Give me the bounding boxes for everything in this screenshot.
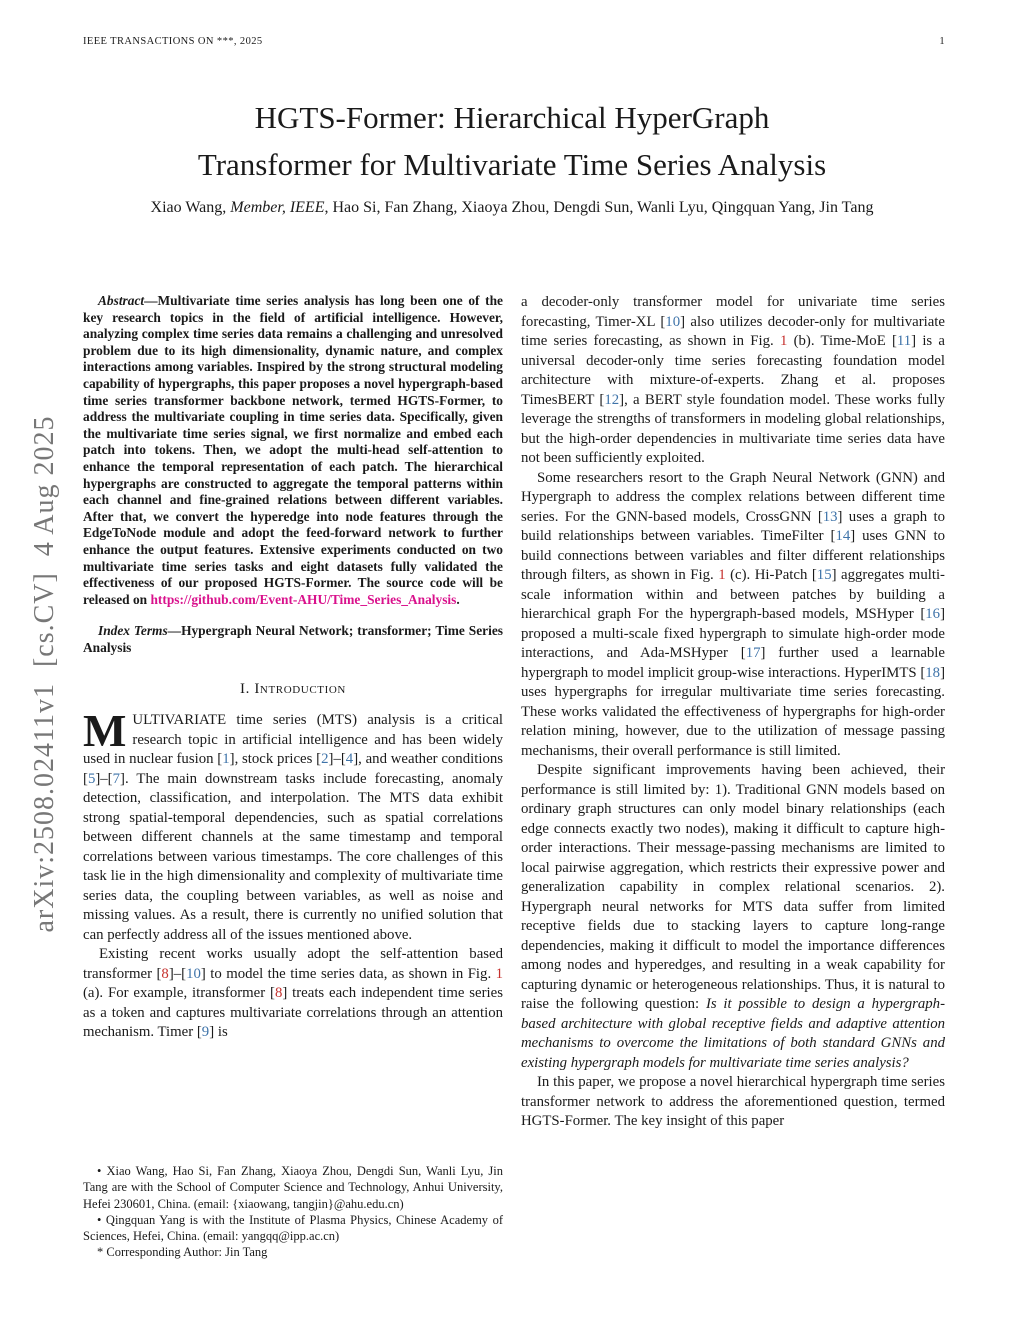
text-segment: Existing recent works usually adopt the self-attention based transformer xyxy=(83,946,503,982)
citation-ref[interactable]: 5 xyxy=(87,770,96,787)
text-segment: (a). For example, itransformer xyxy=(83,985,271,1002)
citation-ref[interactable]: 17 xyxy=(745,645,761,661)
text-segment: ULTIVARIATE time series (MTS) analysis is a critical research topic in artificial intelligence and has been widely used in nuclear fusion xyxy=(83,712,503,768)
paper-title-line-2: Transformer for Multivariate Time Series Analysis xyxy=(197,147,827,182)
citation-ref[interactable]: 13 xyxy=(822,508,838,525)
page-number: 1 xyxy=(939,36,945,47)
text-segment: ] xyxy=(760,645,766,661)
text-segment: Member, IEEE xyxy=(230,199,325,216)
footnote-affiliation-plasma xyxy=(83,1212,503,1245)
text-segment: ] xyxy=(619,391,625,408)
text-segment: [ xyxy=(217,751,223,768)
left-column xyxy=(83,293,503,1043)
citation-ref[interactable]: 16 xyxy=(925,606,941,622)
citation-ref[interactable]: 10 xyxy=(665,313,681,330)
text-segment: a decoder-only transformer model for univariate time series forecasting, Timer-XL xyxy=(521,294,945,330)
citation-ref[interactable]: 15 xyxy=(816,567,832,583)
text-segment: is a universal decoder-only time series forecasting foundation model architecture with mixture-of-experts. Zhang et al. proposes TimesBERT xyxy=(521,333,945,408)
text-segment: Is it possible to design a hypergraph-based architecture with global receptive fields and adaptive attention mechanisms to overcome the limitations of both standard GNNs and existing hypergraph models for multivariate time series analysis? xyxy=(521,996,945,1071)
citation-ref[interactable]: 10 xyxy=(186,965,201,982)
text-segment: • Xiao Wang, Hao Si, Fan Zhang, Xiaoya Zhou, Dengdi Sun, Wanli Lyu, Jin Tang are with the School of Computer Science and Technology, Anhui University, Hefei 230601, China. (email: {xiaowang, tangjin}@ahu.edu.cn) xyxy=(83,1164,503,1211)
text-segment: [ xyxy=(156,965,162,982)
text-segment: [ xyxy=(270,985,275,1002)
section-heading-introduction: I. Introduction xyxy=(240,681,346,698)
text-segment: [ xyxy=(920,606,926,622)
text-segment: Despite significant improvements having been achieved, their performance is still limited by: 1). Traditional GNN models based on ordinary graph structures can only model binary relationships (each edge connects exactly two nodes), making it difficult to capture high-order interactions. Their message-passing mechanisms are limited to local pairwise aggregation, which restricts their expressive power and generalization capability in complex relational scenarios. 2). Hypergraph neural networks for MTS data suffer from limited receptive fields due to stacking layers to capture long-range dependencies, making it difficult to model the importance differences among nodes and hyperedges, and resulting in a weak capability for capturing dynamic or heterogeneous relationships. Thus, it is natural to raise the following question: xyxy=(521,762,945,1012)
text-segment: Some researchers resort to the Graph Neural Network (GNN) and Hypergraph to address the complex relations between different time series. For the GNN-based models, CrossGNN xyxy=(521,469,945,525)
text-segment: —Hypergraph Neural Network; transformer; Time Series Analysis xyxy=(83,623,503,655)
text-segment: also utilizes decoder-only for multivariate time series forecasting, as shown in Fig. xyxy=(521,313,945,349)
text-segment: ] xyxy=(940,664,945,681)
index-terms xyxy=(83,623,503,656)
text-segment: (b). Time-MoE xyxy=(787,333,892,349)
text-segment: . xyxy=(456,591,460,607)
journal-header: IEEE TRANSACTIONS ON ***, 2025 xyxy=(83,36,263,47)
text-segment: [ xyxy=(891,333,897,349)
citation-ref[interactable]: 11 xyxy=(896,333,912,349)
figure-ref[interactable]: 8 xyxy=(274,985,283,1002)
text-segment: In this paper, we propose a novel hierarchical hypergraph time series transformer network to address the aforementioned question, termed HGTS-Former. The key insight of this paper xyxy=(521,1074,945,1129)
citation-ref[interactable]: 14 xyxy=(835,528,851,544)
citation-ref[interactable]: 4 xyxy=(345,751,354,768)
text-segment: [ xyxy=(660,313,666,330)
text-segment: ] xyxy=(229,751,235,768)
text-segment: ] xyxy=(209,1024,215,1041)
text-segment: treats each independent time series as a token and captures multivariate correlations through an attention mechanism. Timer xyxy=(83,985,503,1041)
text-segment: Index Terms xyxy=(98,623,168,639)
text-segment: further used a learnable hypergraph to model implicit group-wise interactions. HyperIMTS xyxy=(521,645,945,681)
text-segment: , and weather conditions xyxy=(358,751,503,768)
footnote-corresponding-author xyxy=(83,1244,503,1260)
text-segment: , stock prices xyxy=(234,751,317,768)
text-segment: uses hypergraphs for irregular multivariate time series forecasting. These works validated the effectiveness of hypergraphs for high-order relation mining, however, due to the utilization of message passing mechanisms, their overall performance is still limited. xyxy=(521,684,945,759)
text-segment: [ xyxy=(599,391,605,408)
text-segment: ] xyxy=(837,508,843,525)
figure-ref[interactable]: 8 xyxy=(161,965,169,982)
running-header xyxy=(83,36,945,47)
text-segment: ]–[ xyxy=(328,751,346,768)
text-segment: ]–[ xyxy=(168,965,187,982)
paper-title-line-1: HGTS-Former: Hierarchical HyperGraph xyxy=(254,100,770,135)
text-segment: [ xyxy=(920,664,926,681)
paper-title xyxy=(0,94,1024,188)
citation-ref[interactable]: 7 xyxy=(112,770,121,787)
text-segment: . The main downstream tasks include forecasting, anomaly detection, classification, and interpolation. The MTS data exhibit strong spatial-temporal dependencies, such as spatial correlations between different channels at the same timestamp and temporal correlations between various timestamps. The core challenges of this task lie in the high dimensionality and complexity of multivariate time series data, the coupling between variables, as well as noise and missing values. As a result, there is currently no unified solution that can perfectly address all of the issues mentioned above. xyxy=(83,770,503,943)
right-column xyxy=(521,293,945,1132)
citation-ref[interactable]: 1 xyxy=(222,751,230,768)
related-paragraph-1 xyxy=(521,293,945,469)
text-segment: Abstract xyxy=(98,293,145,308)
drop-cap: M xyxy=(83,705,127,757)
text-segment: ] xyxy=(940,606,945,622)
text-segment: to model the time series data, as shown in Fig. xyxy=(205,965,496,982)
text-segment: [ xyxy=(83,770,88,787)
text-segment: , Hao Si, Fan Zhang, Xiaoya Zhou, Dengdi Sun, Wanli Lyu, Qingquan Yang, Jin Tang xyxy=(324,199,874,216)
figure-ref[interactable]: 1 xyxy=(779,333,788,349)
text-segment: (c). Hi-Patch xyxy=(725,567,812,583)
text-segment: ] xyxy=(282,985,288,1002)
text-segment: ] xyxy=(353,751,359,768)
text-segment: ] xyxy=(911,333,917,349)
text-segment: ] xyxy=(831,567,837,583)
text-segment: • Qingquan Yang is with the Institute of Plasma Physics, Chinese Academy of Sciences, Hefei, China. (email: yangqq@ipp.ac.cn) xyxy=(83,1212,503,1244)
text-segment: proposed a multi-scale fixed hypergraph to simulate high-order mode interactions, and Ada-MSHyper xyxy=(521,625,945,661)
text-segment: ] xyxy=(850,528,856,544)
text-segment: is xyxy=(214,1024,228,1041)
text-segment: [ xyxy=(811,567,817,583)
text-segment: uses GNN to build connections between variables and filter different relationships through filters, as shown in Fig. xyxy=(521,528,945,583)
figure-ref[interactable]: 1 xyxy=(495,965,503,982)
citation-ref[interactable]: 2 xyxy=(321,751,329,768)
related-paragraph-3 xyxy=(521,761,945,1073)
citation-ref[interactable]: 12 xyxy=(604,391,620,408)
author-footnotes xyxy=(83,1163,503,1261)
github-link[interactable]: https://github.com/Event-AHU/Time_Series_Analysis xyxy=(150,591,457,607)
footnote-affiliation-anhui xyxy=(83,1163,503,1212)
text-segment: [ xyxy=(817,508,823,525)
citation-ref[interactable]: 9 xyxy=(201,1024,210,1041)
text-segment: ] xyxy=(120,770,125,787)
intro-paragraph-2 xyxy=(83,945,503,1043)
arxiv-watermark: arXiv:2508.02411v1 [cs.CV] 4 Aug 2025 xyxy=(29,415,60,933)
intro-paragraph-1 xyxy=(83,705,503,945)
contribution-paragraph xyxy=(521,1073,945,1132)
text-segment: aggregates multi-scale information within and between patches by building a hierarchical graph For the hypergraph-based models, MSHyper xyxy=(521,567,945,622)
text-segment: Xiao Wang, xyxy=(150,199,231,216)
text-segment: [ xyxy=(316,751,322,768)
text-segment: uses a graph to build relationships between variables. TimeFilter xyxy=(521,508,945,544)
abstract xyxy=(83,293,503,608)
text-segment: —Multivariate time series analysis has long been one of the key research topics in the field of artificial intelligence. However, analyzing complex time series data remains a challenging and unresolved problem due to its high dimensionality, dynamic nature, and complex interactions among variables. Inspired by the strong structural modeling capability of hypergraphs, this paper proposes a novel hypergraph-based time series transformer backbone network, termed HGTS-Former, to address the multivariate coupling in time series data. Specifically, given the multivariate time series signal, we first normalize and embed each patch into tokens. Then, we adopt the multi-head self-attention to enhance the temporal representation of each patch. The hierarchical hypergraphs are constructed to aggregate the temporal patterns within each channel and fine-grained relations between different variables. After that, we convert the hyperedge into node features through the EdgeToNode module and adopt the feed-forward network to further enhance the output features. Extensive experiments conducted on two multivariate time series tasks and eight datasets fully validated the effectiveness of our proposed HGTS-Former. The source code will be released on xyxy=(83,293,503,607)
citation-ref[interactable]: 18 xyxy=(925,664,941,681)
text-segment: [ xyxy=(740,645,746,661)
text-segment: ]–[ xyxy=(95,770,113,787)
text-segment: ] xyxy=(200,965,206,982)
text-segment: [ xyxy=(830,528,836,544)
text-segment: * Corresponding Author: Jin Tang xyxy=(97,1245,268,1260)
text-segment: ] xyxy=(680,313,686,330)
text-segment: , a BERT style foundation model. These works fully leverage the strengths of transformers in modeling global relationships, but the high-order dependencies in multivariate time series data have not been sufficiently exploited. xyxy=(521,391,945,466)
related-paragraph-2 xyxy=(521,469,945,762)
author-line xyxy=(0,199,1024,217)
text-segment: [ xyxy=(196,1024,202,1041)
figure-ref[interactable]: 1 xyxy=(718,567,726,583)
